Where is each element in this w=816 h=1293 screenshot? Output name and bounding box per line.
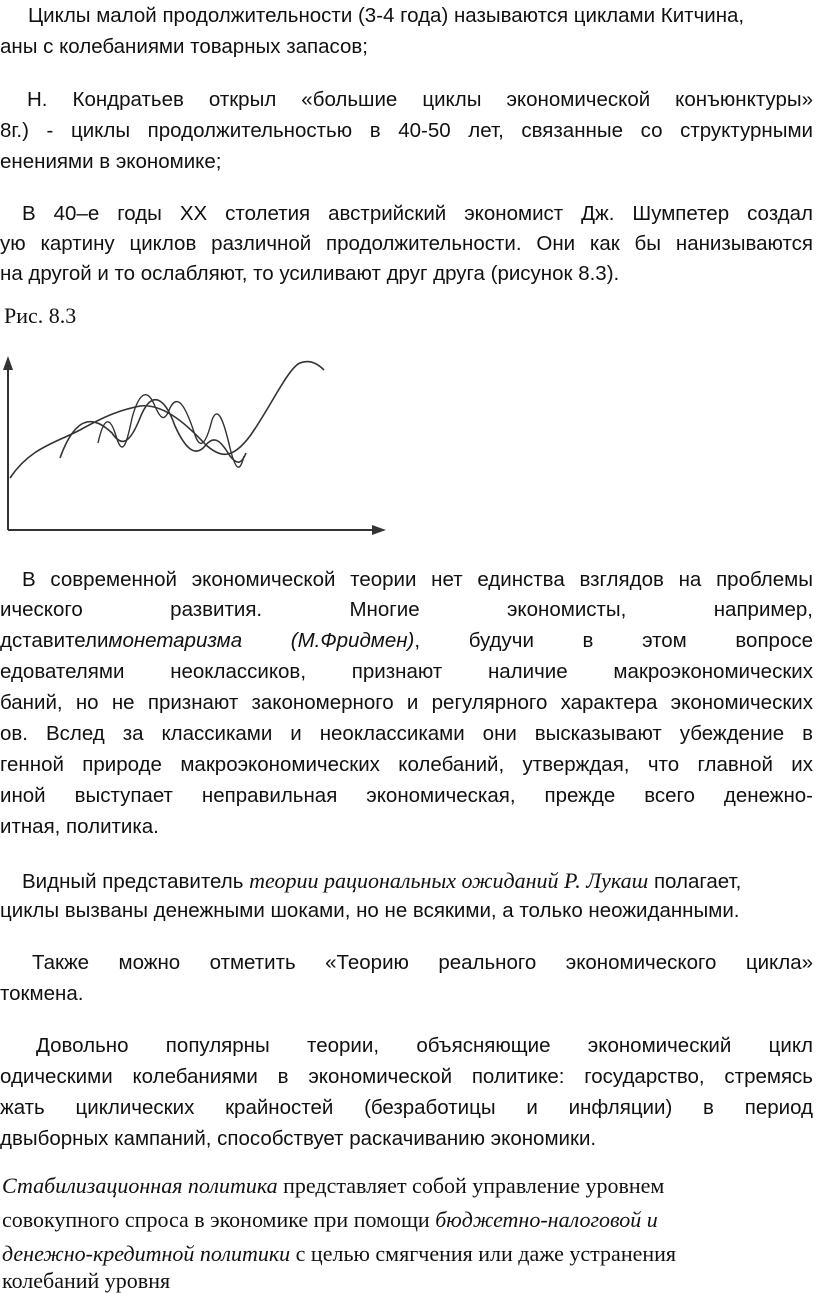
p8-line3-b: с целью смягчения или даже устранения	[290, 1241, 677, 1266]
p7-line4: двыборных кампаний, способствует раскачиванию экономики.	[0, 1127, 597, 1150]
p4-line7: генной природе макроэкономических колебаний, утверждая, что главной их	[0, 753, 813, 776]
p4-line6: ов. Вслед за классиками и неоклассиками они высказывают убеждение в	[0, 722, 813, 745]
p7-line2: одическими колебаниями в экономической политике: государство, стремясь	[0, 1065, 813, 1088]
p4-line3-c: , будучи в этом вопросе	[414, 629, 813, 652]
cycles-figure	[0, 348, 400, 548]
p5-line2: циклы вызваны денежными шоками, но не всякими, а только неожиданными.	[0, 899, 740, 922]
p8-line1	[2, 1175, 664, 1197]
p7-line1: Довольно популярны теории, объясняющие экономический цикл	[36, 1034, 813, 1057]
p1-line1: Циклы малой продолжительности (3-4 года) называются циклами Китчина,	[28, 4, 745, 27]
p4-line9: итная, политика.	[0, 815, 159, 838]
monetarism-term: монетаризма (М.Фридмен)	[108, 629, 415, 652]
p5-line1-a: Видный представитель	[22, 870, 250, 893]
p3-line2: ую картину циклов различной продолжительности. Они как бы нанизываются	[0, 232, 813, 255]
p6-line1: Также можно отметить «Теорию реального экономического цикла»	[32, 951, 813, 974]
p4-line5: баний, но не признают закономерного и регулярного характера экономических	[0, 691, 813, 714]
p8-line2-a: совокупного спроса в экономике при помощи	[2, 1207, 436, 1232]
short-wave-curve	[98, 395, 244, 467]
p5-line1	[22, 870, 741, 893]
p7-line3: жать циклических крайностей (безработицы и инфляции) в период	[0, 1096, 813, 1119]
p4-line2: ического развития. Многие экономисты, например,	[0, 598, 813, 621]
p3-line3: на другой и то ослабляют, то усиливают друг друга (рисунок 8.3).	[0, 262, 620, 285]
fiscal-policy-term: бюджетно-налоговой и	[435, 1207, 658, 1232]
p1-line2: аны с колебаниями товарных запасов;	[0, 35, 368, 58]
p3-line1: В 40–е годы XX столетия австрийский экономист Дж. Шумпетер создал	[22, 202, 813, 225]
p8-line1-b: представляет собой управление уровнем	[277, 1173, 665, 1198]
p2-line2: 8г.) - циклы продолжительностью в 40-50 лет, связанные со структурными	[0, 119, 813, 142]
p8-line2	[2, 1209, 658, 1231]
x-axis-arrow	[372, 525, 386, 535]
p2-line3: енениями в экономике;	[0, 150, 222, 173]
p4-line3	[0, 631, 813, 652]
rational-expectations-term: теории рациональных ожиданий Р. Лукаш	[249, 868, 649, 893]
figure-caption: Рис. 8.3	[4, 303, 77, 328]
p4-line8: иной выступает неправильная экономическая, прежде всего денежно-	[0, 784, 813, 807]
long-wave-curve	[10, 362, 324, 478]
p4-line1: В современной экономической теории нет единства взглядов на проблемы	[22, 568, 813, 591]
p5-line1-c: полагает,	[648, 870, 742, 893]
p6-line2: токмена.	[0, 982, 84, 1005]
y-axis-arrow	[3, 356, 13, 370]
monetary-policy-term: денежно-кредитной политики	[2, 1241, 291, 1266]
stabilization-policy-term: Стабилизационная политика	[2, 1173, 278, 1198]
p8-line3	[2, 1243, 676, 1265]
p4-line4: едователями неоклассиков, признают наличие макроэкономических	[0, 660, 813, 683]
p8-line4: колебаний уровня	[2, 1268, 171, 1293]
p4-line3-a: дставители	[0, 629, 109, 652]
p2-line1: Н. Кондратьев открыл «большие циклы экономической конъюнктуры»	[27, 88, 813, 111]
